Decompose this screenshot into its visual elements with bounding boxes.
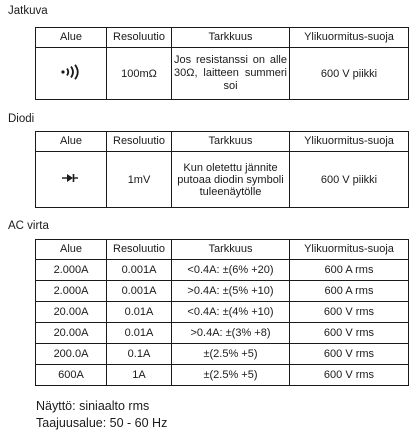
- table-row: [36, 48, 409, 100]
- resolution-cell: 100mΩ: [107, 48, 172, 100]
- resolution-cell: 0.01A: [107, 302, 172, 323]
- range-cell: [36, 152, 107, 208]
- accuracy-cell: Kun oletettu jännite putoaa diodin symboli tuleenäytölle: [172, 152, 290, 208]
- protection-cell: 600 V rms: [290, 302, 409, 323]
- continuity-beeper-icon: [60, 64, 82, 83]
- header-accuracy: Tarkkuus: [172, 132, 290, 152]
- header-resolution: Resoluutio: [107, 132, 172, 152]
- protection-cell: 600 A rms: [290, 260, 409, 281]
- range-cell: 2.000A: [36, 260, 107, 281]
- resolution-cell: 0.001A: [107, 260, 172, 281]
- header-protection: Ylikuormitus-suoja: [290, 240, 409, 260]
- table-header-row: [36, 28, 409, 48]
- section-title-diode: Diodi: [8, 113, 35, 125]
- table-row: [36, 365, 409, 386]
- table-row: [36, 152, 409, 208]
- range-cell: [36, 48, 107, 100]
- header-accuracy: Tarkkuus: [172, 28, 290, 48]
- table-row: [36, 323, 409, 344]
- table-header-row: [36, 132, 409, 152]
- range-cell: 2.000A: [36, 281, 107, 302]
- section-title-ac-current: AC virta: [8, 220, 49, 232]
- resolution-cell: 0.1A: [107, 344, 172, 365]
- accuracy-cell: ±(2.5% +5): [172, 365, 290, 386]
- continuity-table: [35, 27, 409, 100]
- accuracy-cell: >0.4A: ±(3% +8): [172, 323, 290, 344]
- footer-display-note: Näyttö: siniaalto rms: [36, 399, 150, 413]
- accuracy-cell: <0.4A: ±(6% +20): [172, 260, 290, 281]
- table-row: [36, 281, 409, 302]
- footer-frequency-note: Taajuusalue: 50 - 60 Hz: [36, 416, 168, 430]
- header-resolution: Resoluutio: [107, 28, 172, 48]
- resolution-cell: 0.001A: [107, 281, 172, 302]
- protection-cell: 600 V piikki: [290, 48, 409, 100]
- section-title-continuity: Jatkuva: [8, 5, 48, 17]
- accuracy-cell: Jos resistanssi on alle 30Ω, laitteen summeri soi: [172, 48, 290, 100]
- resolution-cell: 0.01A: [107, 323, 172, 344]
- header-protection: Ylikuormitus-suoja: [290, 28, 409, 48]
- table-row: [36, 260, 409, 281]
- header-range: Alue: [36, 132, 107, 152]
- table-row: [36, 344, 409, 365]
- ac-current-table: [35, 239, 409, 386]
- protection-cell: 600 V rms: [290, 323, 409, 344]
- accuracy-cell: ±(2.5% +5): [172, 344, 290, 365]
- header-protection: Ylikuormitus-suoja: [290, 132, 409, 152]
- range-cell: 600A: [36, 365, 107, 386]
- resolution-cell: 1mV: [107, 152, 172, 208]
- protection-cell: 600 V rms: [290, 344, 409, 365]
- protection-cell: 600 V piikki: [290, 152, 409, 208]
- protection-cell: 600 V rms: [290, 365, 409, 386]
- range-cell: 200.0A: [36, 344, 107, 365]
- protection-cell: 600 A rms: [290, 281, 409, 302]
- header-range: Alue: [36, 240, 107, 260]
- accuracy-cell: >0.4A: ±(5% +10): [172, 281, 290, 302]
- resolution-cell: 1A: [107, 365, 172, 386]
- table-row: [36, 302, 409, 323]
- header-accuracy: Tarkkuus: [172, 240, 290, 260]
- range-cell: 20.00A: [36, 323, 107, 344]
- table-header-row: [36, 240, 409, 260]
- accuracy-cell: <0.4A: ±(4% +10): [172, 302, 290, 323]
- diode-table: [35, 131, 409, 208]
- range-cell: 20.00A: [36, 302, 107, 323]
- diode-icon: [62, 173, 80, 186]
- header-range: Alue: [36, 28, 107, 48]
- header-resolution: Resoluutio: [107, 240, 172, 260]
